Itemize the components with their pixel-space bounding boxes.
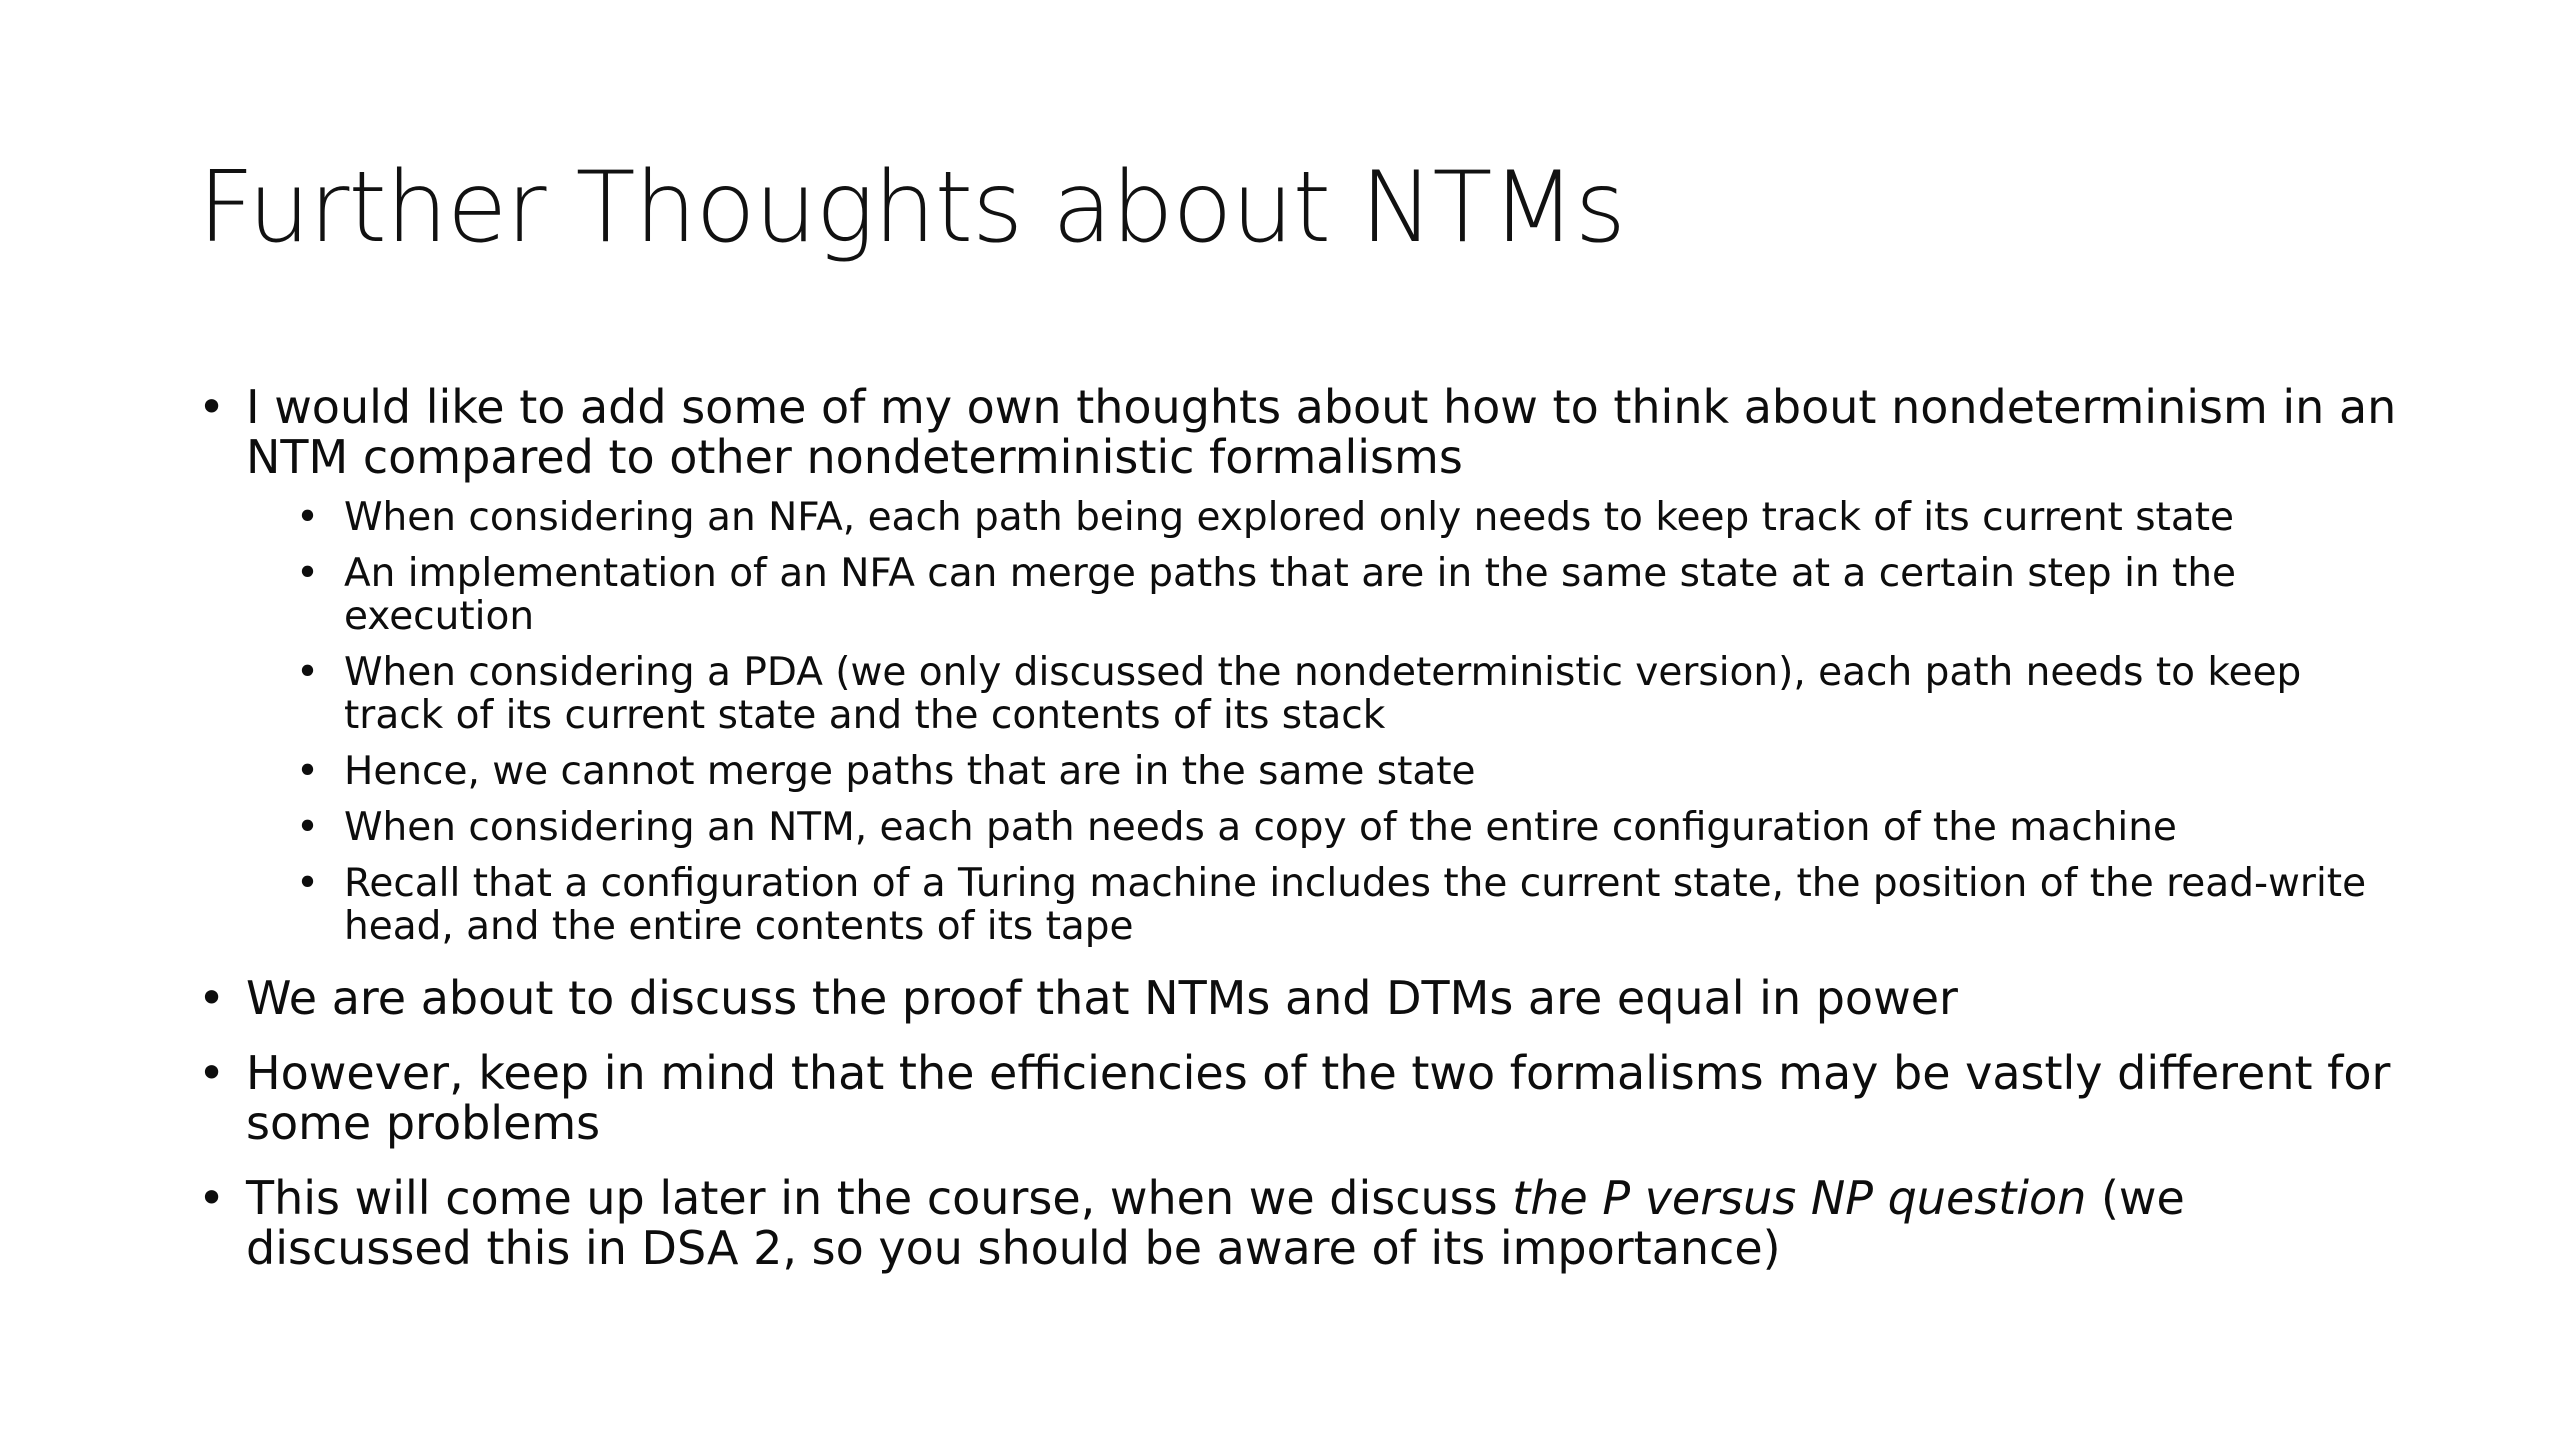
bullet-text: This will come up later in the course, when we discuss [246, 1171, 1513, 1225]
sub-bullet-list [296, 496, 2408, 948]
bullet-item: • We are about to discuss the proof that NTMs and DTMs are equal in power [198, 973, 2408, 1023]
slide-content [198, 382, 2408, 1298]
bullet-item [198, 382, 2408, 948]
sub-bullet-item: • Recall that a configuration of a Turing machine includes the current state, the position of the read-write head, and the entire contents of its tape [296, 862, 2408, 948]
bullet-list [198, 382, 2408, 1273]
sub-bullet-item: • When considering a PDA (we only discussed the nondeterministic version), each path needs to keep track of its current state and the contents of its stack [296, 651, 2408, 737]
sub-bullet-item: • When considering an NFA, each path being explored only needs to keep track of its current state [296, 496, 2408, 539]
bullet-text: (we discussed this in DSA 2, so you should be aware of its importance) [246, 1171, 2185, 1275]
bullet-item: • However, keep in mind that the efficiencies of the two formalisms may be vastly different for some problems [198, 1048, 2408, 1148]
bullet-item [198, 1173, 2408, 1273]
sub-bullet-item: • Hence, we cannot merge paths that are in the same state [296, 750, 2408, 793]
sub-bullet-item: • When considering an NTM, each path needs a copy of the entire configuration of the machine [296, 806, 2408, 849]
bullet-text: I would like to add some of my own thoughts about how to think about nondeterminism in an NTM compared to other nondeterministic formalisms [246, 380, 2397, 484]
sub-bullet-item: • An implementation of an NFA can merge paths that are in the same state at a certain step in the execution [296, 552, 2408, 638]
bullet-italic-text: the P versus NP question [1512, 1171, 2087, 1225]
slide-title: Further Thoughts about NTMs [198, 151, 1625, 265]
